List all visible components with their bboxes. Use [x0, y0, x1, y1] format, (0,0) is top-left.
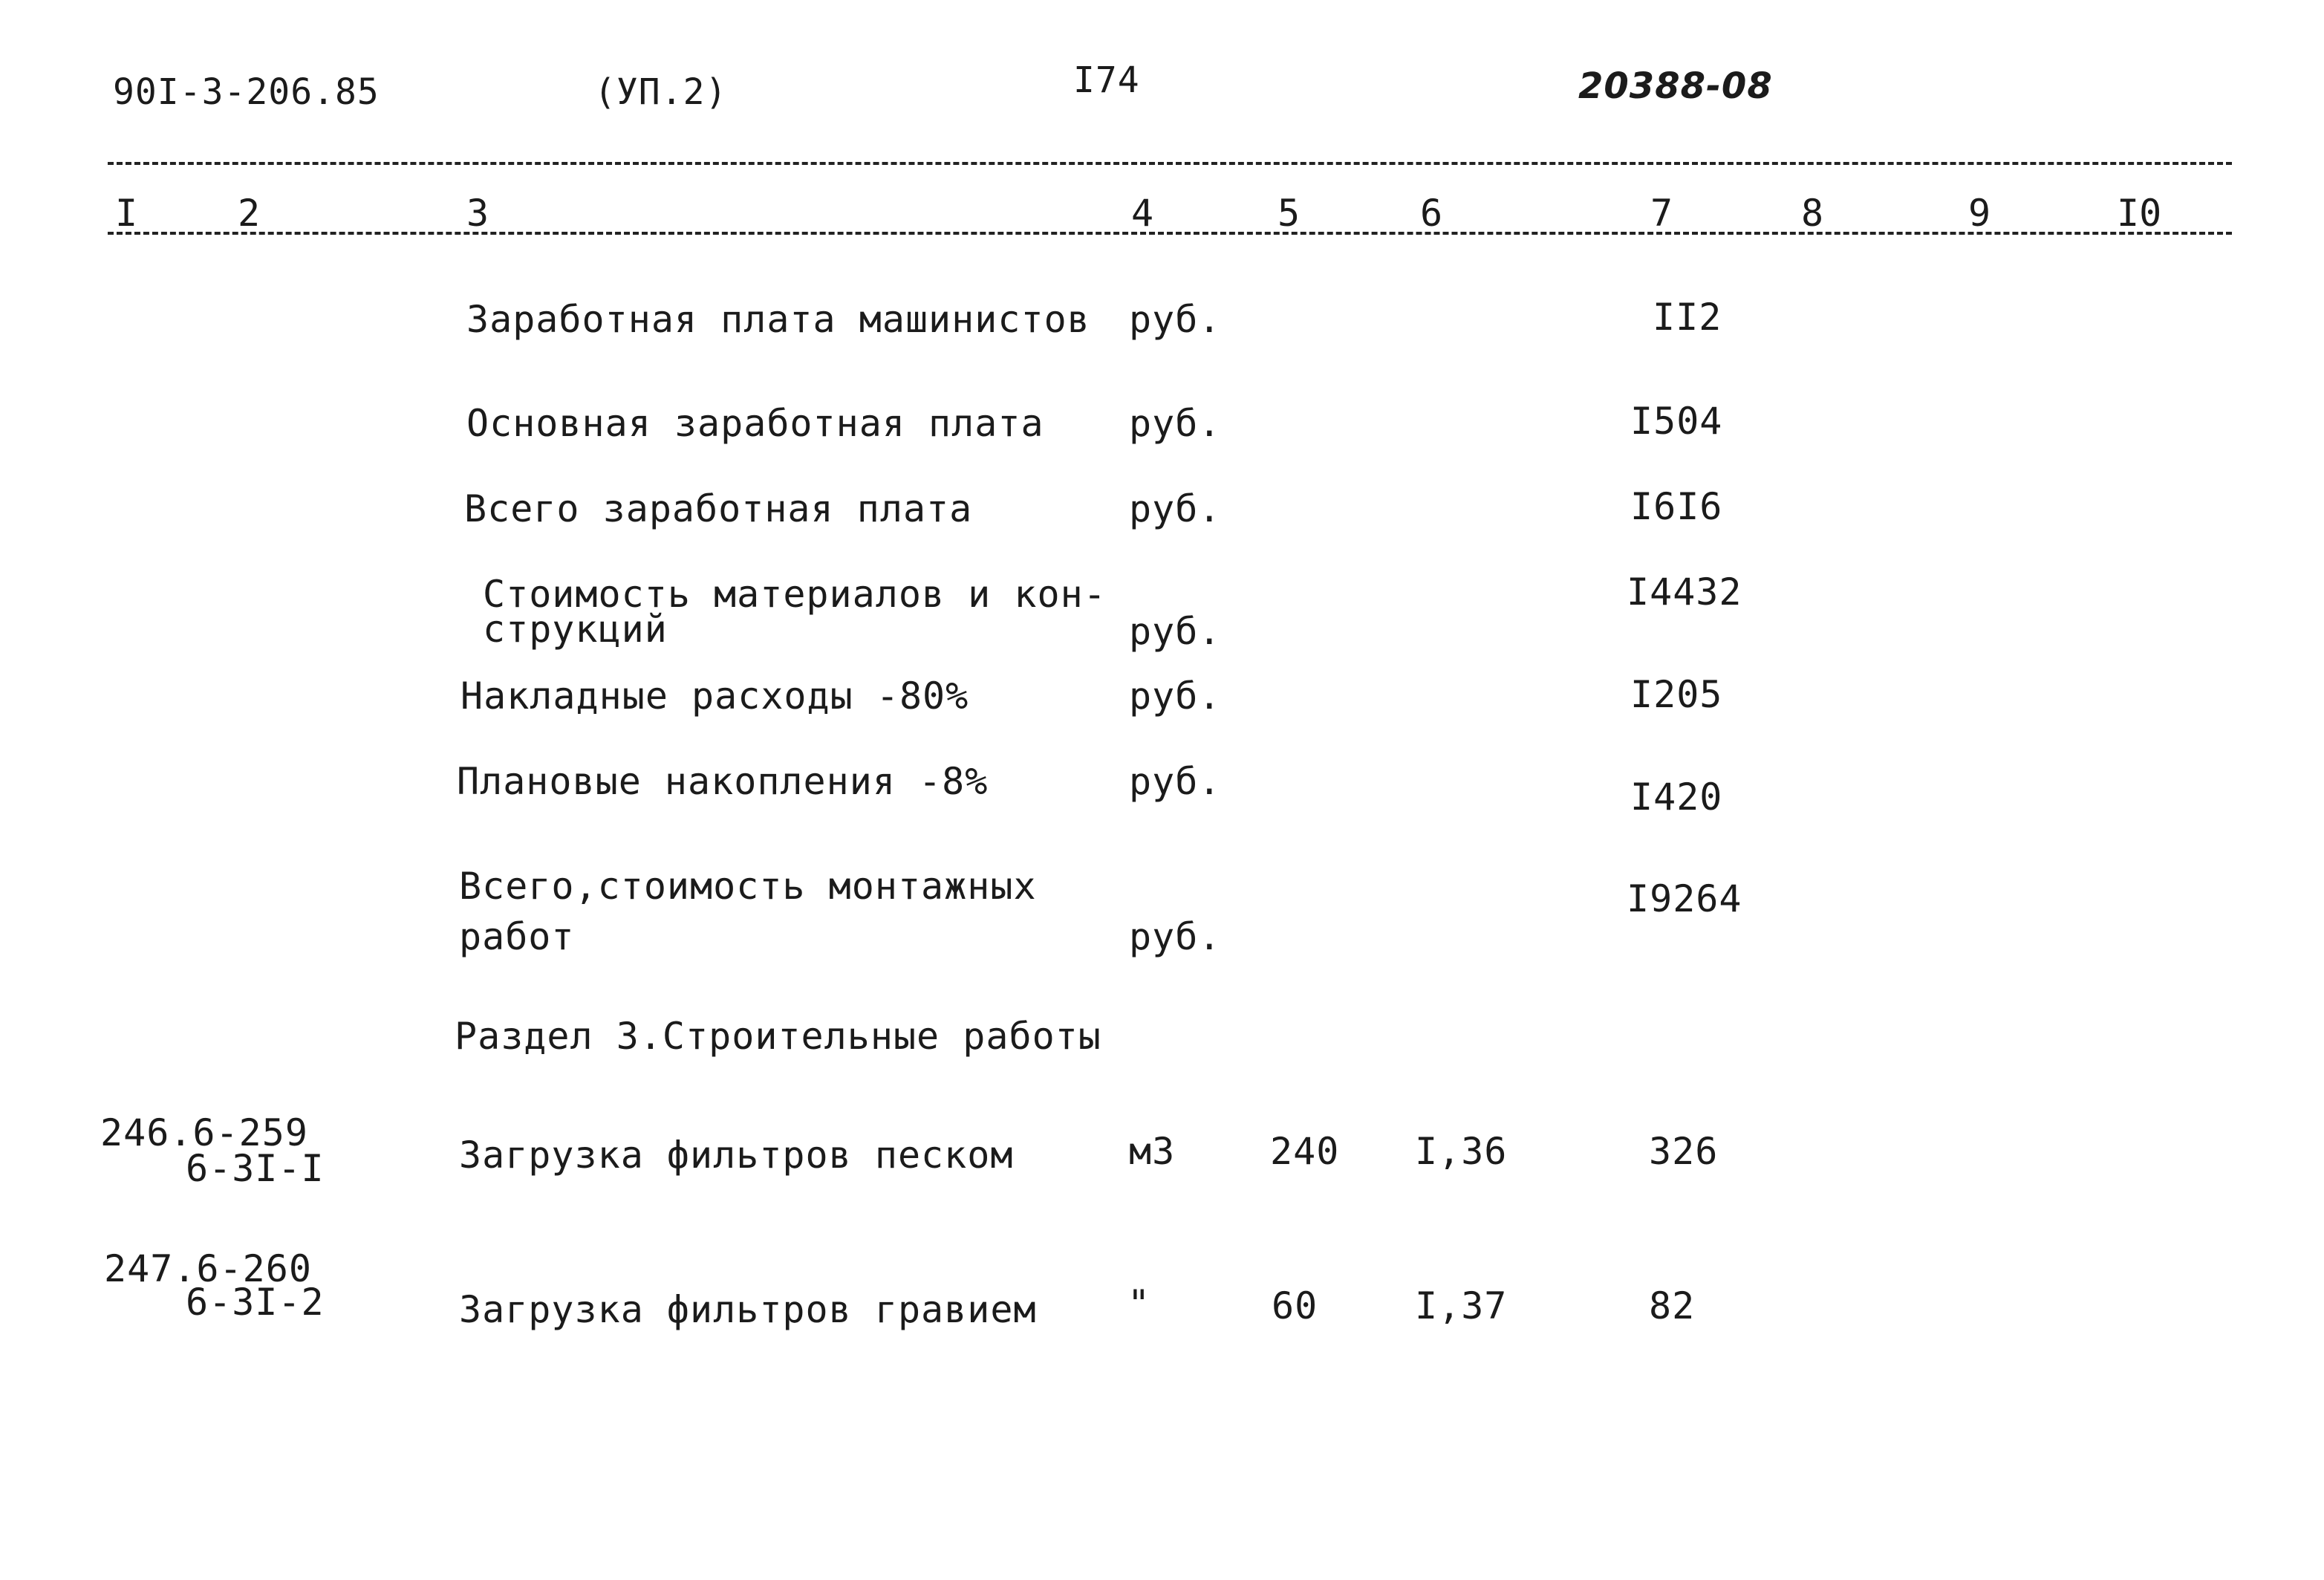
row-unit: руб. [1129, 402, 1222, 445]
row-name-continued: струкций [483, 608, 668, 651]
row-total: I4432 [1627, 570, 1742, 614]
row-unit: руб. [1129, 915, 1222, 958]
row-unit: " [1127, 1282, 1151, 1325]
column-number: 9 [1968, 192, 1991, 235]
row-unit-price: I,36 [1415, 1130, 1508, 1173]
row-unit: руб. [1129, 610, 1222, 653]
row-quantity: 60 [1272, 1284, 1318, 1327]
row-name: Загрузка фильтров песком [459, 1134, 1014, 1177]
row-unit: руб. [1129, 487, 1222, 530]
column-header-divider [108, 232, 2232, 235]
row-total: II2 [1653, 296, 1722, 339]
row-total: I6I6 [1630, 485, 1723, 528]
row-name: Заработная плата машинистов [466, 298, 1090, 341]
row-name-continued: работ [459, 915, 575, 958]
column-number: 8 [1801, 192, 1824, 235]
row-total: I205 [1630, 673, 1723, 716]
row-code-continued: 6-3I-I [186, 1147, 325, 1190]
row-name: Накладные расходы -80% [460, 674, 969, 718]
row-name: Стоимость материалов и кон- [483, 573, 1107, 616]
column-number: 4 [1131, 192, 1154, 235]
row-unit: руб. [1129, 760, 1222, 803]
row-unit-price: I,37 [1415, 1284, 1508, 1327]
row-code: 246.6-259 [100, 1111, 308, 1154]
row-name: Загрузка фильтров гравием [459, 1288, 1037, 1331]
document-code: 90I-3-206.85 [113, 71, 380, 113]
row-unit: руб. [1129, 298, 1222, 341]
row-quantity: 240 [1270, 1130, 1340, 1173]
row-total: I9264 [1627, 877, 1742, 920]
row-name: Всего,стоимость монтажных [459, 865, 1037, 908]
row-code: 247.6-260 [104, 1247, 312, 1290]
column-number: 7 [1650, 192, 1673, 235]
section-heading: Раздел 3.Строительные работы [455, 1015, 1101, 1058]
row-total: I504 [1630, 400, 1723, 443]
column-number: I [115, 192, 138, 235]
column-number: 3 [466, 192, 489, 235]
row-total: I420 [1630, 776, 1723, 819]
row-code-continued: 6-3I-2 [186, 1281, 325, 1324]
row-total: 326 [1649, 1130, 1719, 1173]
top-divider [108, 162, 2232, 165]
column-number: I0 [2117, 192, 2162, 235]
column-number: 2 [238, 192, 261, 235]
page-number: I74 [1073, 59, 1140, 101]
row-name: Плановые накопления -8% [457, 760, 989, 803]
inventory-number: 20388-08 [1578, 65, 1773, 107]
row-unit: м3 [1129, 1130, 1176, 1173]
row-name: Всего заработная плата [464, 487, 973, 530]
column-number: 6 [1420, 192, 1443, 235]
album-label: (УП.2) [594, 71, 728, 113]
row-unit: руб. [1129, 674, 1222, 718]
row-name: Основная заработная плата [466, 402, 1044, 445]
column-number: 5 [1277, 192, 1301, 235]
row-total: 82 [1649, 1284, 1696, 1327]
